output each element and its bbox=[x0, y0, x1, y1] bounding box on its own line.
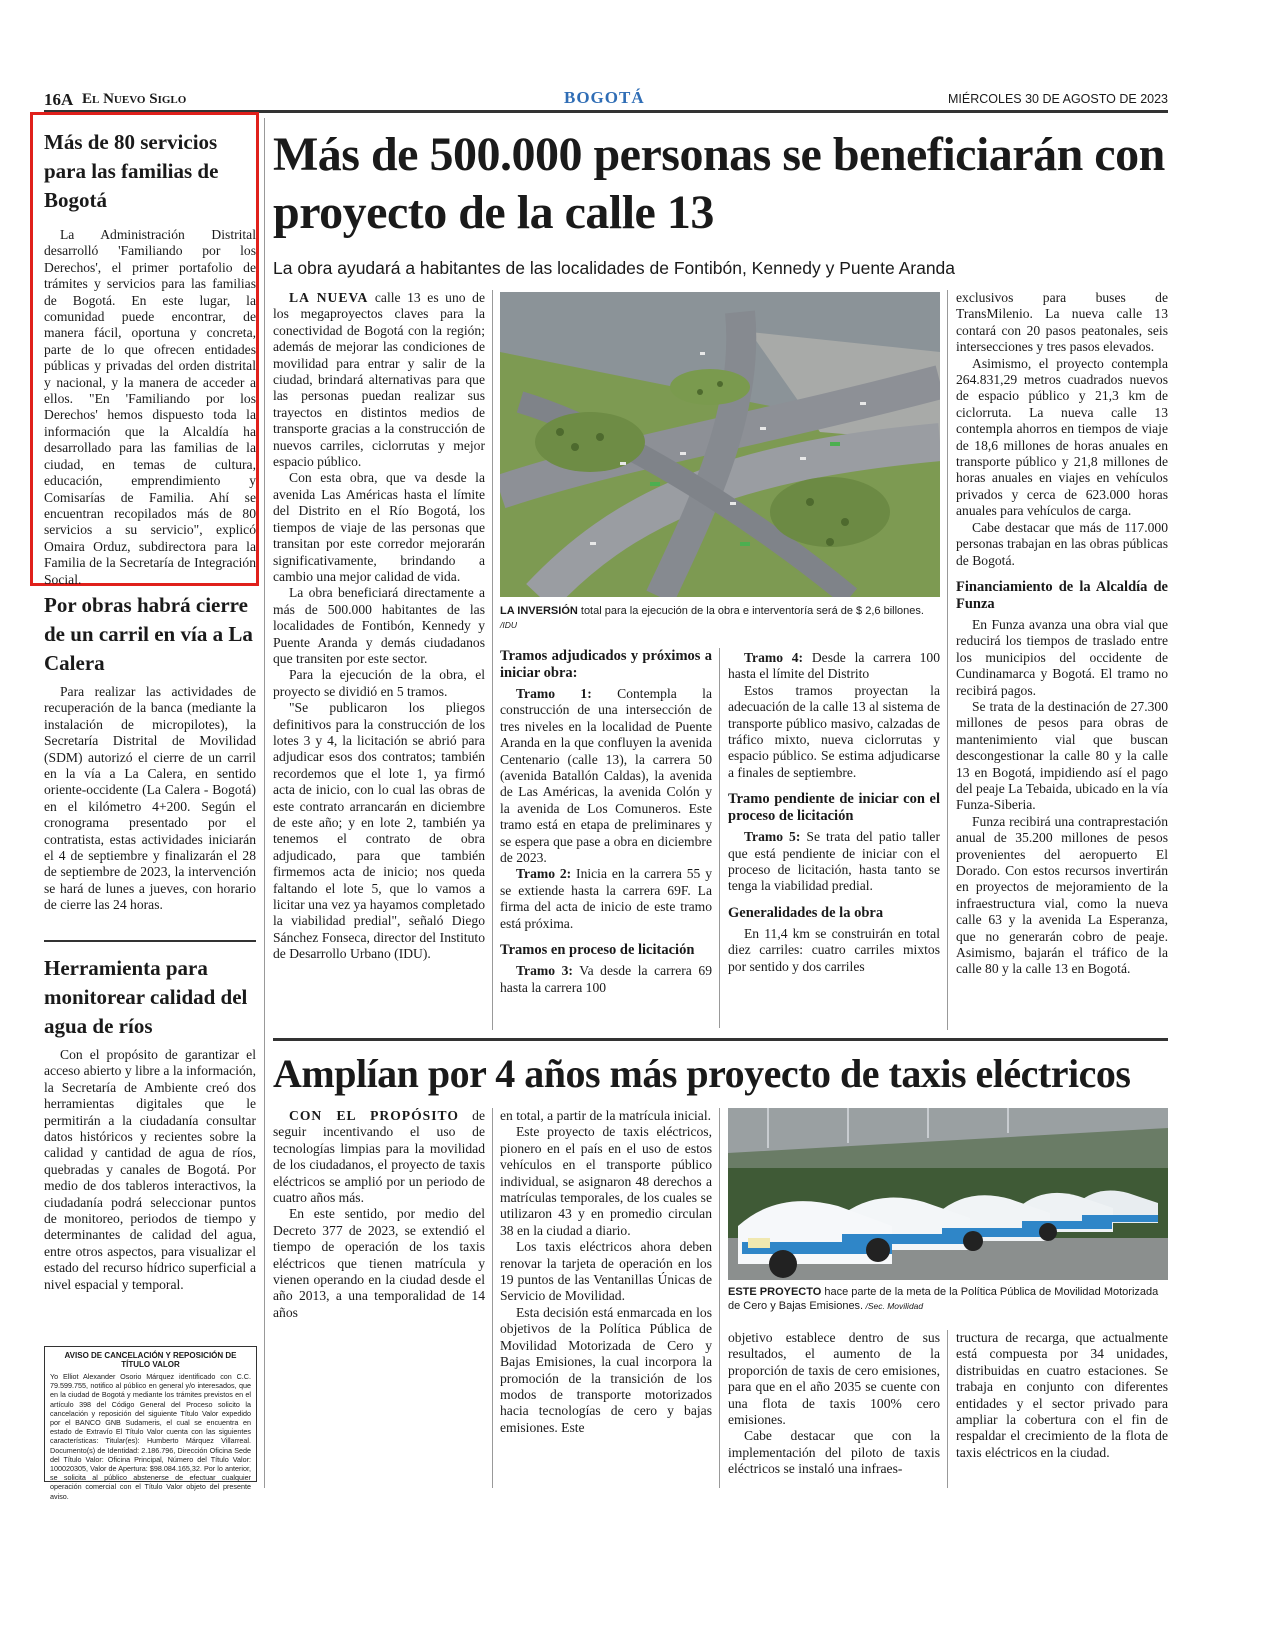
sidebar-story-calera bbox=[44, 591, 256, 914]
column-separator bbox=[719, 1108, 720, 1488]
column-separator bbox=[947, 1330, 948, 1488]
column-separator bbox=[492, 290, 493, 1030]
page-header bbox=[44, 90, 1168, 112]
main-headline: Más de 500.000 personas se beneficiarán con proyecto de la calle 13 bbox=[273, 128, 1165, 239]
sidebar-body: La Administración Distrital desarrolló 'Familiando por los Derechos', el primer portafolio de trámites y servicios para las familias de Bogotá. En este lugar, la comunidad puede encontrar, de manera fácil, oportuna y concreta, parte de lo que ofrecen entidades públicas y privadas del orden distrital y nacional, y la manera de acceder a ellos. "En 'Familiando por los Derechos' hemos dispuesto toda la información que la Alcaldía ha desarrollado para las familias de la ciudad, en temas de cultura, educación, emprendimiento y Comisarías de Familia. Ahí se encuentran recopilados más de 80 servicios a su servicio", explicó Omaira Orduz, subdirectora para la Familia de la Secretaría de Integración Social. bbox=[44, 227, 256, 587]
aerial-road-photo bbox=[500, 292, 940, 597]
sidebar-body: Con el propósito de garantizar el acceso abierto y libre a la información, la Secretaría de Ambiente creó dos herramientas digitales que le permitirán a la ciudadanía consultar datos históricos y recientes sobre la calidad y cantidad de agua de ríos, quebradas y canales de Bogotá. Por medio de dos tableros interactivos, la ciudadanía podrá seleccionar puntos de monitoreo, periodos de tiempo y determinantes de calidad del agua, entre otros aspectos, para visualizar el estado del recurso hídrico superficial a nivel espacial y temporal. bbox=[44, 1047, 256, 1292]
page-number: 16A bbox=[44, 90, 74, 109]
taxi-fleet-illustration bbox=[728, 1108, 1168, 1280]
caption-lead: LA INVERSIÓN bbox=[500, 605, 578, 617]
sidebar-title: Herramienta para monitorear calidad del agua de ríos bbox=[44, 956, 248, 1038]
column-separator bbox=[719, 648, 720, 1028]
lead-in: CON EL PROPÓSITO bbox=[289, 1108, 459, 1123]
photo-credit: /IDU bbox=[500, 620, 517, 630]
taxi-photo-caption: ESTE PROYECTO hace parte de la meta de la Política Pública de Movilidad Motorizada de Cero y Bajas Emisiones. /Sec. Movilidad bbox=[728, 1286, 1159, 1312]
sidebar-title: Más de 80 servicios para las familias de Bogotá bbox=[44, 130, 219, 212]
road-interchange-illustration bbox=[500, 292, 940, 597]
sidebar-title: Por obras habrá cierre de un carril en vía a La Calera bbox=[44, 593, 253, 675]
subheading: Tramos adjudicados y próximos a iniciar obra: bbox=[500, 648, 712, 681]
section-name: BOGOTÁ bbox=[564, 88, 645, 107]
main-column-1: LA NUEVA calle 13 es uno de los megaproyectos claves para la conectividad de Bogotá con la región; además de mejorar las condiciones de movilidad para entrar y salir de la ciudad, brindará alternativas para que las personas puedan realizar sus trayectos en distintos medios de transporte gracias a la construcción de nuevos carriles, ciclorrutas y mejor espacio público. Con esta obra, que va desde la avenida Las Américas hasta el límite del Distrito en el Río Bogotá, los tiempos de viaje de las personas que transitan por este corredor mejorarán significativamente, brindando a cambio una mejor calidad de vida. La obra beneficiará directamente a más de 500.000 habitantes de las localidades de Fontibón, Kennedy y Puente Aranda y demás ciudadanos que transiten por este sector. Para la ejecución de la obra, el proyecto se dividió en 5 tramos. "Se publicaron los pliegos definitivos para la construcción de los lotes 3 y 4, la licitación se abrió para adjudicar esos dos contratos; también recordemos que el lote 1, ya firmó acta de inicio, con lo cual las obras de este contrato arrancarán en diciembre de este año; y en lote 2, también ya tenemos el contrato de obra adjudicado, para que también firmemos acta de inicio; nos queda faltando el lote 5, que lo vamos a licitar una vez ya hayamos completado la viabilidad predial", señaló Diego Sánchez Fonseca, director del Instituto de Desarrollo Urbano (IDU). bbox=[273, 290, 485, 962]
caption-lead: ESTE PROYECTO bbox=[728, 1286, 822, 1298]
article-divider bbox=[273, 1038, 1168, 1041]
subheading: Generalidades de la obra bbox=[728, 904, 884, 921]
second-column-3: objetivo establece dentro de sus resultados, el aumento de la proporción de taxis de cero emisiones, para que en el año 2035 se cuente con una flota de taxis 100% cero emisiones. Cabe destacar que con la implementación del piloto de taxis eléctricos se instaló una infraes- bbox=[728, 1330, 940, 1477]
main-column-3: Tramo 4: Desde la carrera 100 hasta el límite del Distrito Estos tramos proyectan la adecuación de la calle 13 al sistema de transporte público masivo, calzadas de tráfico mixto, nueva ciclorrutas y espacio público. Se estima adjudicarse a finales de septiembre. Tramo pendiente de iniciar con el proceso de licitación Tramo 5: Se trata del patio taller que está pendiente de iniciar con el proceso de licitación, hasta tanto se tenga la viabilidad predial. Generalidades de la obra En 11,4 km se construirán en total diez carriles: cuatro carriles mixtos por sentido y dos carriles bbox=[728, 650, 940, 974]
notice-title: AVISO DE CANCELACIÓN Y REPOSICIÓN DE TÍTULO VALOR bbox=[64, 1351, 237, 1369]
main-column-2: Tramos adjudicados y próximos a iniciar obra: Tramo 1: Contempla la construcción de una intersección de tres niveles en la localidad de Puente Aranda en la que confluyen la avenida Centenario (calle 13), la carrera 50 (avenida Batallón Caldas), la avenida de Las Américas, la avenida Colón y la avenida de Los Comuneros. Este tramo está en etapa de preliminares y se espera que pase a obra en diciembre de 2023. Tramo 2: Inicia en la carrera 55 y se extiende hasta la carrera 69F. La firma del acta de inicio de este tramo está próxima. Tramos en proceso de licitación Tramo 3: Va desde la carrera 69 hasta la carrera 100 bbox=[500, 648, 712, 995]
issue-date: MIÉRCOLES 30 DE AGOSTO DE 2023 bbox=[948, 92, 1168, 106]
legal-notice bbox=[44, 1346, 257, 1501]
lead-in: LA NUEVA bbox=[289, 290, 369, 305]
notice-body: Yo Elliot Alexander Osorio Márquez identificado con C.C. 79.599.755, notifico al público en general y/o interesados, que en la ciudad de Bogotá y mediante los trámites previstos en el artículo 398 del Código General del Proceso solicito la cancelación y reposición del siguiente Título Valor expedido por el BANCO GNB Sudameris, el cual se encuentra en estado de Extravío El Título Valor cuenta con las siguientes características: Titular(es): Humberto Márquez Villarreal. Documento(s) de Identidad: 2.186.796, Dirección Oficina Sede del Título Valor: Oficina Principal, Número del Título Valor: 100020305, Valor de Apertura: $98.084.165,32. Por lo anterior, se solicita al público abstenerse de efectuar cualquier operación comercial con el Título Valor objeto del presente aviso. bbox=[50, 1372, 251, 1501]
electric-taxis-photo bbox=[728, 1108, 1168, 1280]
second-column-1: CON EL PROPÓSITO de seguir incentivando el uso de tecnologías limpias para la movilidad de los ciudadanos, el proyecto de taxis eléctricos se amplió por un periodo de cuatro años más. En este sentido, por medio del Decreto 377 de 2023, se extendió el tiempo de operación de los taxis eléctricos que tienen matrícula y vienen operando en la ciudad desde el año 2013, a una temporalidad de 14 años bbox=[273, 1108, 485, 1320]
subheading: Financiamiento de la Alcaldía de Funza bbox=[956, 578, 1168, 612]
second-column-2: en total, a partir de la matrícula inicial. Este proyecto de taxis eléctricos, pionero en el país en el uso de estos vehículos en el transporte público individual, se asignaron 48 derechos a matrículas temporales, de los cuales se utilizaron 43 y en promedio circulan 38 en la ciudad a diario. Los taxis eléctricos ahora deben renovar la tarjeta de operación en los 19 puntos de las Ventanillas Únicas de Servicio de Movilidad. Esta decisión está enmarcada en los objetivos de la Política Pública de Movilidad Motorizada de Cero y Bajas Emisiones, la cual incorpora la promoción de la transición de los modos de transporte motorizados hacia tecnologías de cero y bajas emisiones. Este bbox=[500, 1108, 712, 1435]
column-separator bbox=[264, 118, 265, 1488]
subheading: Tramo pendiente de iniciar con el proceso de licitación bbox=[728, 791, 940, 825]
second-headline: Amplían por 4 años más proyecto de taxis eléctricos bbox=[273, 1051, 1131, 1096]
sidebar-story-agua bbox=[44, 954, 256, 1293]
main-photo-caption: LA INVERSIÓN total para la ejecución de la obra e interventoría será de $ 2,6 billones. /IDU bbox=[500, 605, 924, 630]
sidebar-divider bbox=[44, 940, 256, 942]
column-separator bbox=[947, 290, 948, 1030]
sidebar-body: Para realizar las actividades de recuperación de la banca (mediante la instalación de micropilotes), la Secretaría Distrital de Movilidad (SDM) autorizó el cierre de un carril en la vía a La Calera, en sentido oriente-occidente (La Calera - Bogotá) en el kilómetro 4+200. Según el cronograma presentado por el contratista, estas actividades iniciarán el 4 de septiembre y finalizarán el 28 de septiembre de 2023, la intervención se hará de lunes a jueves, con horario de cierre las 24 horas. bbox=[44, 684, 256, 913]
column-separator bbox=[492, 1108, 493, 1488]
second-column-4: tructura de recarga, que actualmente está compuesta por 34 unidades, distribuidas en cuatro estaciones. Se trabaja en conjunto con diferentes entidades y el sector privado para ampliar la cobertura con el fin de respaldar el crecimiento de la flota de taxis eléctricos en la ciudad. bbox=[956, 1330, 1168, 1460]
newspaper-name: El Nuevo Siglo bbox=[82, 91, 187, 107]
sidebar-story-familias bbox=[44, 128, 256, 588]
subheading: Tramos en proceso de licitación bbox=[500, 942, 695, 959]
main-column-4: exclusivos para buses de TransMilenio. La nueva calle 13 contará con 20 pasos peatonales, seis intersecciones y tres pasos elevados. Asimismo, el proyecto contempla 264.831,29 metros cuadrados nuevos de espacio público y 21,3 km de ciclorruta. La nueva calle 13 contempla ahorros en tiempos de viaje de 18,6 millones de horas anuales en transporte público y 21,8 millones de horas anuales en viajes en vehículos privados y cerca de 623.000 horas anuales para vehículos de carga. Cabe destacar que más de 117.000 personas trabajan en las obras públicas de Bogotá. Financiamiento de la Alcaldía de Funza En Funza avanza una obra vial que reducirá los tiempos de traslado entre los municipios del occidente de Cundinamarca y Bogotá. El tramo no recibirá pagos. Se trata de la destinación de 27.300 millones de pesos para obras de mantenimiento vial que buscan descongestionar la calle 80 y la calle 13 en Bogotá, impidiendo así el pago del peaje La Tebaida, ubicado en la vía Funza-Siberia. Funza recibirá una contraprestación anual de 35.200 millones de pesos provenientes del aeropuerto El Dorado. Con estos recursos invertirán en proyectos de mejoramiento de la infraestructura vial, como la nueva calle 63 y la avenida La Esperanza, que no generarán cobro de peaje. Asimismo, bajarán el tráfico de la calle 80 y la calle 13 en Bogotá. bbox=[956, 290, 1168, 977]
main-subheadline: La obra ayudará a habitantes de las localidades de Fontibón, Kennedy y Puente Aranda bbox=[273, 258, 956, 278]
photo-credit: /Sec. Movilidad bbox=[863, 1301, 924, 1311]
